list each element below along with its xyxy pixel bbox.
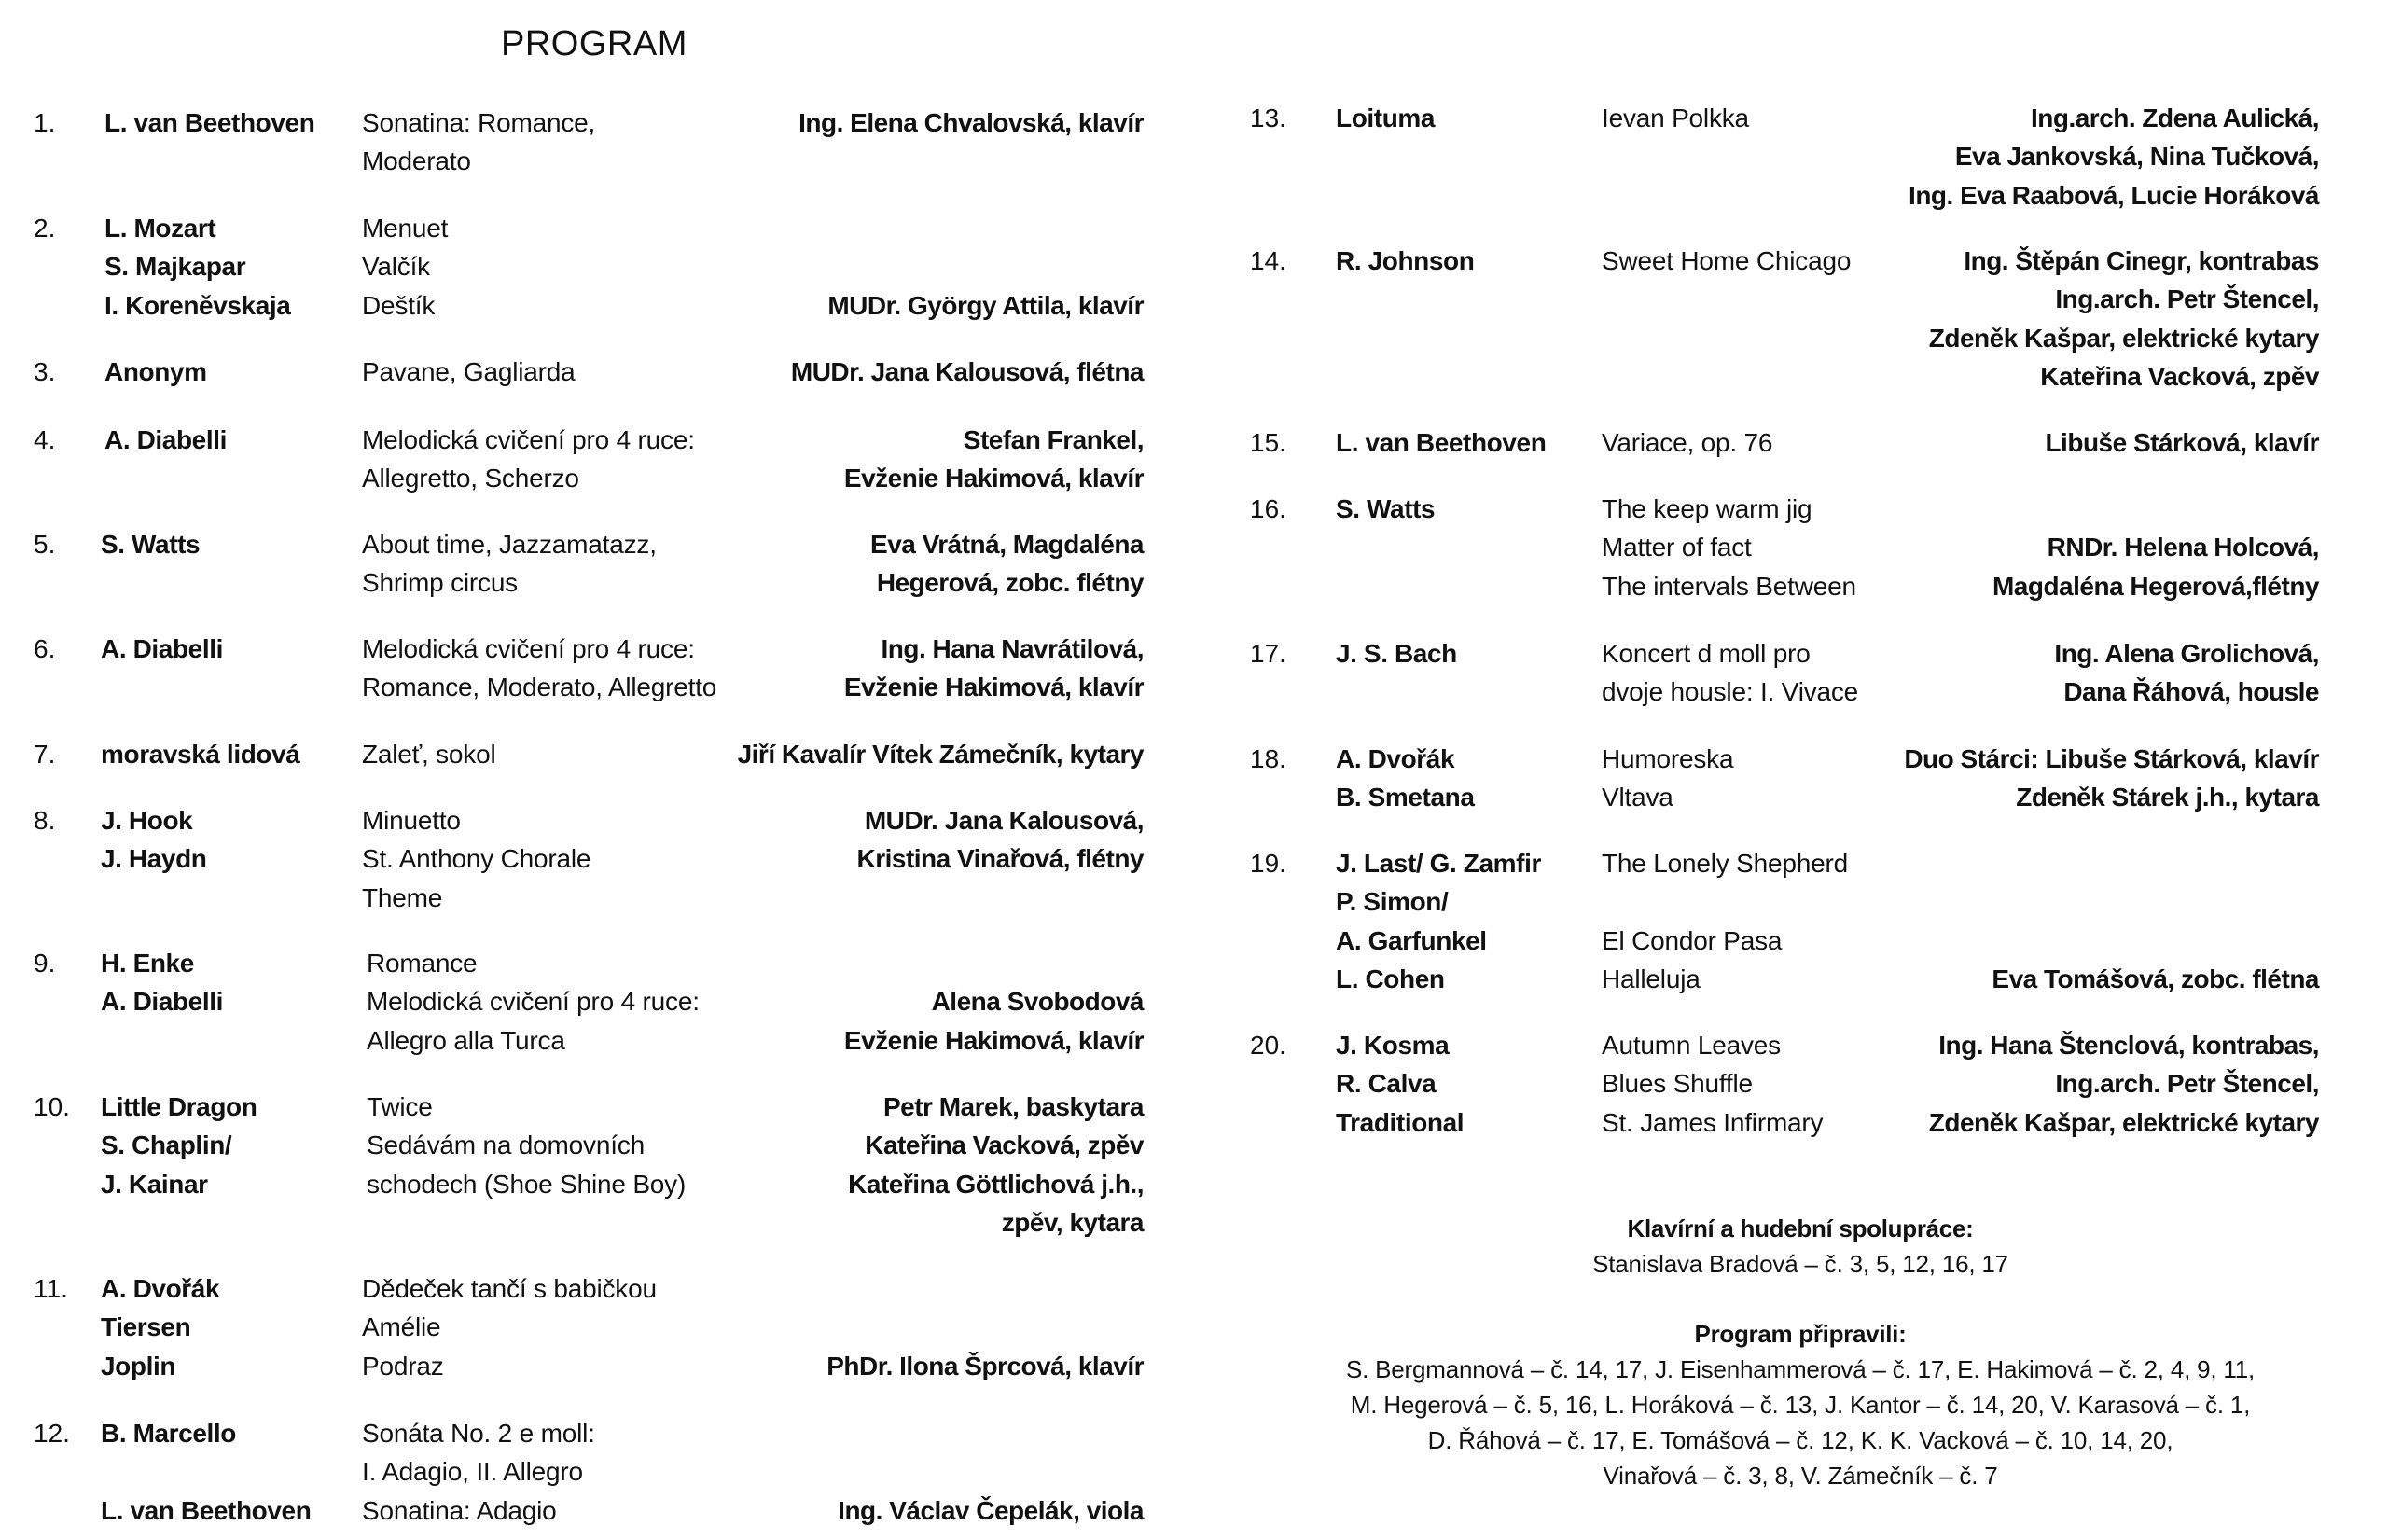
piece-title: Ievan Polkka — [1602, 104, 1749, 132]
composer: B. Marcello — [101, 1419, 236, 1448]
performer: Stefan Frankel, — [963, 425, 1144, 454]
piece-title: Moderato — [362, 146, 471, 176]
piece-title: Humoreska — [1602, 744, 1734, 773]
piece-title: I. Adagio, II. Allegro — [362, 1457, 583, 1487]
piece-title: dvoje housle: I. Vivace — [1602, 677, 1859, 707]
piece-title: Dědeček tančí s babičkou — [362, 1274, 657, 1303]
item-number: 12. — [34, 1419, 70, 1448]
piece-title: Romance — [367, 949, 478, 978]
performer: Duo Stárci: Libuše Stárková, klavír — [1904, 744, 2319, 773]
piece-title: Melodická cvičení pro 4 ruce: — [367, 987, 700, 1017]
performer: Evženie Hakimová, klavír — [843, 1025, 1144, 1055]
item-line — [0, 490, 2388, 528]
composer: Tiersen — [101, 1312, 191, 1342]
prepared-by-line: D. Řáhová – č. 17, E. Tomášová – č. 12, K. K. Vacková – č. 10, 14, 20, — [1427, 1426, 2173, 1454]
piece-title: Theme — [362, 882, 443, 912]
piece-title: Amélie — [362, 1312, 441, 1342]
piece-title: The Lonely Shepherd — [1602, 849, 1848, 878]
piece-title: Twice — [367, 1092, 433, 1121]
piece-title: Sweet Home Chicago — [1602, 246, 1852, 275]
item-line — [0, 1491, 2388, 1530]
performer: Kristina Vinařová, flétny — [856, 844, 1144, 874]
item-number: 17. — [1250, 639, 1286, 668]
composer: J. Haydn — [101, 844, 207, 874]
performer: Ing. Václav Čepelák, viola — [838, 1495, 1144, 1525]
item-number: 15. — [1250, 428, 1286, 457]
performer: Ing.arch. Zdena Aulická, — [2030, 104, 2319, 132]
piece-title: Sonatina: Romance, — [362, 108, 596, 137]
performer: zpěv, kytara — [1001, 1207, 1144, 1237]
piece-title: Minuetto — [362, 806, 461, 835]
item-number: 3. — [34, 357, 56, 386]
composer: A. Diabelli — [104, 425, 227, 454]
performer: Ing. Elena Chvalovská, klavír — [798, 108, 1144, 137]
performer: Dana Řáhová, housle — [2063, 677, 2319, 707]
performer: MUDr. György Attila, klavír — [827, 290, 1144, 320]
piece-title: Allegretto, Scherzo — [362, 464, 579, 493]
item-line — [0, 1026, 2388, 1064]
prepared-by-line: S. Bergmannová – č. 14, 17, J. Eisenhammerová – č. 17, E. Hakimová – č. 2, 4, 9, 11, — [1345, 1355, 2256, 1383]
composer: J. Kosma — [1336, 1031, 1450, 1060]
piece-title: Allegro alla Turca — [367, 1025, 565, 1055]
piece-title: Deštík — [362, 290, 436, 320]
item-line — [0, 1064, 2388, 1103]
piece-title: Pavane, Gagliarda — [362, 357, 576, 386]
item-line — [0, 280, 2388, 318]
piece-title: St. James Infirmary — [1602, 1107, 1824, 1137]
piece-title: Vltava — [1602, 783, 1673, 812]
piece-title: El Condor Pasa — [1602, 925, 1783, 955]
item-number: 20. — [1250, 1031, 1286, 1060]
performer: Magdaléna Hegerová,flétny — [1992, 571, 2319, 601]
item-number: 14. — [1250, 246, 1286, 275]
performer: Ing. Hana Navrátilová, — [881, 634, 1144, 663]
prepared-by-section — [1287, 1316, 2313, 1493]
item-line — [0, 319, 2388, 357]
performer: MUDr. Jana Kalousová, — [864, 806, 1144, 835]
item-line — [0, 1165, 2388, 1203]
composer: L. van Beethoven — [104, 108, 315, 137]
item-number: 19. — [1250, 849, 1286, 878]
item-line — [0, 960, 2388, 998]
piece-title: Matter of fact — [1602, 533, 1752, 562]
item-line — [0, 778, 2388, 816]
piece-title: Romance, Moderato, Allegretto — [362, 673, 717, 702]
piece-title: Melodická cvičení pro 4 ruce: — [362, 425, 695, 454]
item-line — [0, 1103, 2388, 1142]
performer: Eva Tomášová, zobc. flétna — [1992, 964, 2319, 993]
performer: Ing. Alena Grolichová, — [2054, 639, 2319, 668]
composer: S. Watts — [101, 530, 201, 559]
piece-title: Zaleť, sokol — [362, 740, 496, 769]
performer: Hegerová, zobc. flétny — [876, 568, 1144, 598]
performer: Ing. Eva Raabová, Lucie Horáková — [1909, 180, 2319, 210]
composer: B. Smetana — [1336, 783, 1475, 812]
performer: Ing. Štěpán Cinegr, kontrabas — [1964, 246, 2319, 275]
item-number: 1. — [34, 108, 56, 137]
composer: S. Watts — [1336, 494, 1436, 523]
performer: Jiří Kavalír Vítek Zámečník, kytary — [737, 740, 1144, 769]
item-line — [0, 137, 2388, 175]
composer: A. Diabelli — [101, 634, 223, 663]
item-line — [0, 99, 2388, 137]
composer: J. S. Bach — [1336, 639, 1457, 668]
composer: R. Calva — [1336, 1069, 1437, 1099]
piece-title: About time, Jazzamatazz, — [362, 530, 657, 559]
composer: J. Hook — [101, 806, 193, 835]
item-number: 5. — [34, 530, 56, 559]
item-line — [0, 176, 2388, 215]
composer: L. Mozart — [104, 214, 216, 243]
page-title: PROGRAM — [501, 24, 687, 63]
performer: Petr Marek, baskytara — [882, 1092, 1144, 1121]
piece-title: The keep warm jig — [1602, 494, 1812, 523]
performer: Kateřina Göttlichová j.h., — [848, 1169, 1144, 1199]
performer: Zdeněk Kašpar, elektrické kytary — [1928, 1107, 2319, 1137]
piece-title: Autumn Leaves — [1602, 1031, 1781, 1060]
performer: Evženie Hakimová, klavír — [843, 673, 1144, 702]
composer: Joplin — [101, 1351, 176, 1380]
composer: Loituma — [1336, 104, 1436, 132]
composer: I. Koreněvskaja — [104, 290, 291, 320]
piece-title: Variace, op. 76 — [1602, 428, 1773, 457]
item-line — [0, 882, 2388, 921]
accompaniment-section — [1287, 1211, 2313, 1282]
piece-title: Blues Shuffle — [1602, 1069, 1753, 1099]
performer: Libuše Stárková, klavír — [2045, 428, 2319, 457]
prepared-by-line: Vinařová – č. 3, 8, V. Zámečník – č. 7 — [1603, 1462, 1998, 1490]
composer: S. Majkapar — [104, 252, 246, 282]
performer: PhDr. Ilona Šprcová, klavír — [826, 1351, 1144, 1380]
composer: S. Chaplin/ — [101, 1131, 232, 1160]
item-line — [0, 423, 2388, 462]
performer: RNDr. Helena Holcová, — [2047, 533, 2319, 562]
composer: L. Cohen — [1336, 964, 1445, 993]
item-number: 9. — [34, 949, 56, 978]
piece-title: The intervals Between — [1602, 571, 1856, 601]
performer: MUDr. Jana Kalousová, flétna — [790, 357, 1144, 386]
prepared-by-heading: Program připravili: — [1694, 1320, 1907, 1348]
piece-title: Sonatina: Adagio — [362, 1495, 557, 1525]
composer: P. Simon/ — [1336, 887, 1449, 917]
piece-title: Menuet — [362, 214, 449, 243]
item-line — [0, 357, 2388, 395]
piece-title: Shrimp circus — [362, 568, 518, 598]
item-number: 7. — [34, 740, 56, 769]
item-number: 2. — [34, 214, 56, 243]
item-line — [0, 673, 2388, 711]
accompaniment-heading: Klavírní a hudební spolupráce: — [1627, 1214, 1974, 1242]
performer: Kateřina Vacková, zpěv — [2040, 361, 2319, 391]
composer: A. Dvořák — [1336, 744, 1455, 773]
performer: Zdeněk Kašpar, elektrické kytary — [1928, 323, 2319, 353]
item-number: 16. — [1250, 494, 1286, 523]
composer: A. Dvořák — [101, 1274, 220, 1303]
item-number: 4. — [34, 425, 56, 454]
item-line — [0, 528, 2388, 566]
accompaniment-line: Stanislava Bradová – č. 3, 5, 12, 16, 17 — [1592, 1250, 2008, 1278]
item-line — [0, 242, 2388, 280]
piece-title: Halleluja — [1602, 964, 1701, 993]
performer: Ing. Hana Štenclová, kontrabas, — [1938, 1031, 2319, 1060]
performer: Kateřina Vacková, zpěv — [865, 1131, 1144, 1160]
piece-title: Sedávám na domovních — [367, 1131, 645, 1160]
item-number: 11. — [34, 1274, 68, 1303]
piece-title: Melodická cvičení pro 4 ruce: — [362, 634, 695, 663]
composer: L. van Beethoven — [101, 1495, 312, 1525]
composer: J. Last/ G. Zamfir — [1336, 849, 1541, 878]
composer: moravská lidová — [101, 740, 300, 769]
performer: Eva Jankovská, Nina Tučková, — [1954, 142, 2319, 172]
item-line — [0, 634, 2388, 673]
performer: Alena Svobodová — [931, 987, 1144, 1017]
composer: J. Kainar — [101, 1169, 208, 1199]
composer: A. Diabelli — [101, 987, 223, 1017]
composer: H. Enke — [101, 949, 194, 978]
performer: Evženie Hakimová, klavír — [843, 464, 1144, 493]
item-number: 6. — [34, 634, 56, 663]
composer: Anonym — [104, 357, 207, 386]
piece-title: Koncert d moll pro — [1602, 639, 1811, 668]
composer: L. van Beethoven — [1336, 428, 1547, 457]
item-number: 18. — [1250, 744, 1286, 773]
piece-title: Sonáta No. 2 e moll: — [362, 1419, 595, 1448]
item-line — [0, 922, 2388, 960]
piece-title: Valčík — [362, 252, 430, 282]
composer: Traditional — [1336, 1107, 1465, 1137]
composer: A. Garfunkel — [1336, 925, 1487, 955]
piece-title: Podraz — [362, 1351, 444, 1380]
prepared-by-line: M. Hegerová – č. 5, 16, L. Horáková – č. 13, J. Kantor – č. 14, 20, V. Karasová – č. 1, — [1350, 1391, 2251, 1419]
performer: Eva Vrátná, Magdaléna — [870, 530, 1144, 559]
composer: R. Johnson — [1336, 246, 1475, 275]
item-line — [0, 844, 2388, 882]
composer: Little Dragon — [101, 1092, 257, 1121]
performer: Zdeněk Stárek j.h., kytara — [2016, 783, 2319, 812]
performer: Ing.arch. Petr Štencel, — [2055, 1069, 2319, 1099]
item-number: 13. — [1250, 104, 1286, 132]
piece-title: St. Anthony Chorale — [362, 844, 591, 874]
item-line — [0, 567, 2388, 605]
performer: Ing.arch. Petr Štencel, — [2055, 284, 2319, 314]
piece-title: schodech (Shoe Shine Boy) — [367, 1169, 687, 1199]
item-line — [0, 740, 2388, 778]
item-number: 8. — [34, 806, 56, 835]
item-number: 10. — [34, 1092, 70, 1121]
